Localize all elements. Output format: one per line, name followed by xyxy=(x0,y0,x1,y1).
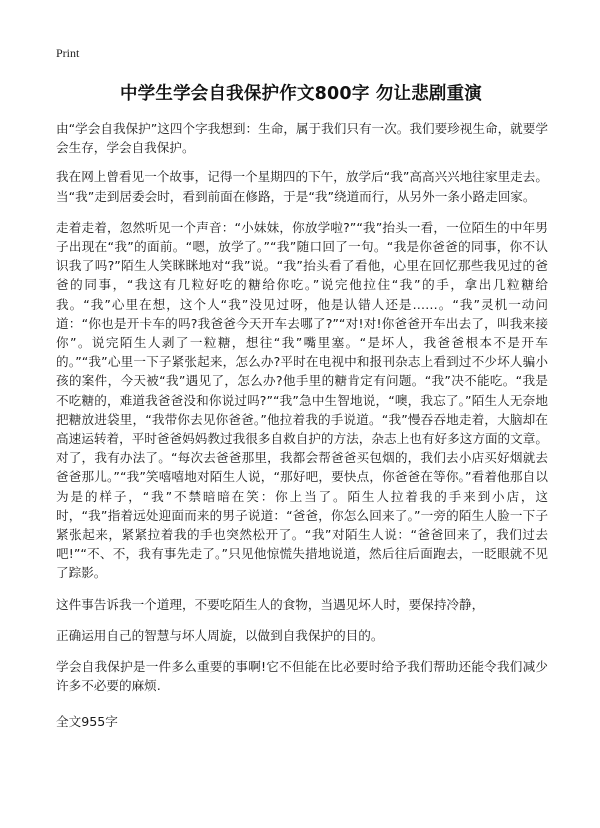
word-count: 全文955字 xyxy=(56,714,118,729)
article-title: 中学生学会自我保护作文800字 勿让悲剧重演 xyxy=(119,84,483,104)
paragraph-intro: 由“学会自我保护”这四个字我想到：生命，属于我们只有一次。我们要珍视生命，就要学会生存，学会自我保护。 xyxy=(56,121,548,156)
paragraph-story-setup: 我在网上曾看见一个故事，记得一个星期四的下午，放学后“我”高高兴兴地往家里走去。当“我”走到居委会时，看到前面在修路，于是“我”绕道而行，从另外一条小路走回家。 xyxy=(56,169,548,204)
paragraph-wisdom: 正确运用自己的智慧与坏人周旋，以做到自我保护的目的。 xyxy=(56,627,384,643)
paragraph-lesson: 这件事告诉我一个道理，不要吃陌生人的食物，当遇见坏人时，要保持冷静， xyxy=(56,596,485,612)
paragraph-conclusion: 学会自我保护是一件多么重要的事啊!它不但能在比必要时给予我们帮助还能令我们减少许多不必要的麻烦. xyxy=(56,659,548,694)
article-body xyxy=(56,119,548,707)
paragraph-story-main: 走着走着，忽然听见一个声音：“小妹妹，你放学啦?”“我”抬头一看，一位陌生的中年男子出现在“我”的面前。“嗯，放学了。”“我”随口回了一句。“我是你爸爸的同事，你不认识我了吗?”陌生人笑眯眯地对“我”说。“我”抬头看了看他，心里在回忆那些我见过的爸爸的同事，“我这有几粒好吃的糖给你吃。”说完他拉住“我”的手，拿出几粒糖给我。“我”心里在想，这个人“我”没见过呀，他是认错人还是……。“我”灵机一动问道：“你也是开卡车的吗?我爸爸今天开车去哪了?”“对!对!你爸爸开车出去了，叫我来接你”。说完陌生人剥了一粒糖，想往“我”嘴里塞。“是坏人，我爸爸根本不是开车的。”“我”心里一下子紧张起来，怎么办?平时在电视中和报刊杂志上看到过不少坏人骗小孩的案件，今天被“我”遇见了，怎么办?他手里的糖肯定有问题。“我”决不能吃。“我是不吃糖的，难道我爸爸没和你说过吗?”“我”急中生智地说，“噢，我忘了。”陌生人无奈地把糖放进袋里，“我带你去见你爸爸。”他拉着我的手说道。“我”慢吞吞地走着，大脑却在高速运转着，平时爸爸妈妈教过我很多自救自护的方法，杂志上也有好多这方面的文章。对了，我有办法了。“每次去爸爸那里，我都会帮爸爸买包烟的，我们去小店买好烟就去爸爸那儿。”“我”笑嘻嘻地对陌生人说，“那好吧，要快点，你爸爸在等你。”看着他那自以为是的样子，“我”不禁暗暗在笑：你上当了。陌生人拉着我的手来到小店，这时，“我”指着远处迎面而来的男子说道：“爸爸，你怎么回来了。”一旁的陌生人脸一下子紧张起来，紧紧拉着我的手也突然松开了。“我”对陌生人说：“爸爸回来了，我们过去吧!”“不、不，我有事先走了。”只见他惊慌失措地说道，然后往后面跑去，一眨眼就不见了踪影。 xyxy=(56,219,548,581)
print-link[interactable]: Print xyxy=(56,46,80,60)
